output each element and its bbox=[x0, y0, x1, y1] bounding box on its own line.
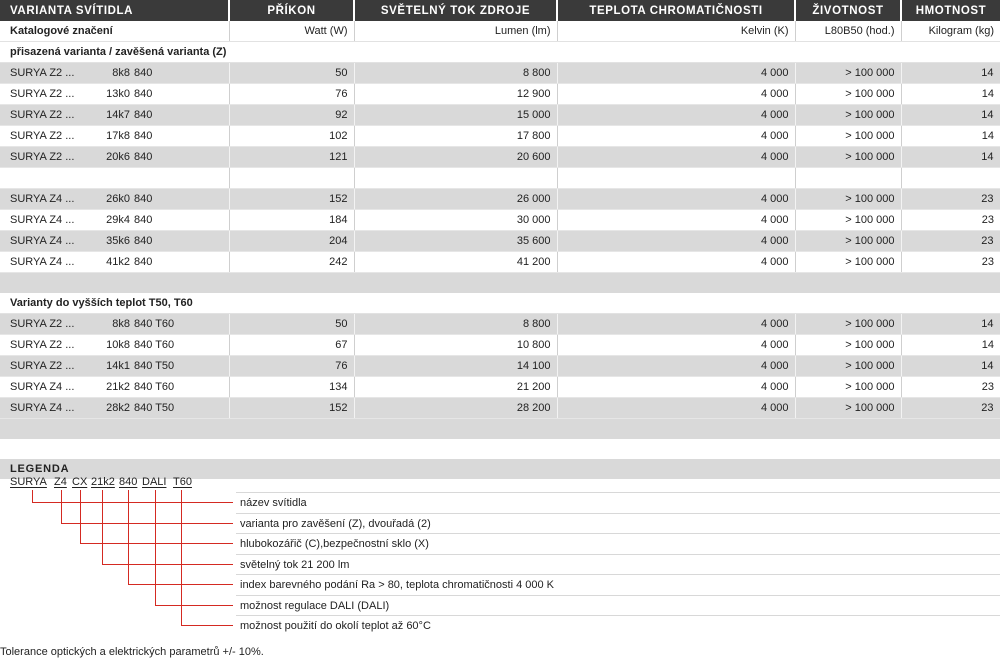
variant-prefix: SURYA Z2 ... bbox=[10, 109, 75, 121]
variant-suffix: 840 T60 bbox=[134, 339, 175, 351]
variant-suffix: 840 bbox=[134, 193, 153, 205]
legend-code: T60 bbox=[173, 476, 192, 488]
power-cell: 92 bbox=[229, 105, 354, 126]
variant-cell bbox=[0, 189, 229, 210]
spacer-row bbox=[0, 168, 1000, 189]
variant-cell bbox=[0, 63, 229, 84]
variant-cell bbox=[0, 398, 229, 419]
variant-suffix: 840 T60 bbox=[134, 318, 175, 330]
life-cell: > 100 000 bbox=[795, 314, 901, 335]
legend-code: 840 bbox=[119, 476, 138, 488]
header-row bbox=[0, 0, 1000, 21]
variant-code: 14k7 bbox=[106, 109, 130, 121]
table-row bbox=[0, 63, 1000, 84]
flux-cell: 17 800 bbox=[354, 126, 557, 147]
life-cell: > 100 000 bbox=[795, 189, 901, 210]
cct-cell: 4 000 bbox=[557, 63, 795, 84]
variant-cell bbox=[0, 335, 229, 356]
header-life: ŽIVOTNOST bbox=[795, 0, 901, 21]
flux-cell: 15 000 bbox=[354, 105, 557, 126]
legend-description: varianta pro zavěšení (Z), dvouřadá (2) bbox=[236, 513, 1000, 533]
cct-cell: 4 000 bbox=[557, 147, 795, 168]
variant-code: 35k6 bbox=[106, 235, 130, 247]
legend-connector-vertical bbox=[32, 490, 33, 502]
table-row bbox=[0, 231, 1000, 252]
flux-cell: 20 600 bbox=[354, 147, 557, 168]
power-cell: 204 bbox=[229, 231, 354, 252]
variant-prefix: SURYA Z2 ... bbox=[10, 88, 75, 100]
legend-description: název svítidla bbox=[236, 492, 1000, 512]
variant-cell bbox=[0, 377, 229, 398]
cct-cell: 4 000 bbox=[557, 356, 795, 377]
weight-cell: 14 bbox=[901, 314, 1000, 335]
cct-cell: 4 000 bbox=[557, 126, 795, 147]
weight-cell: 14 bbox=[901, 63, 1000, 84]
legend-description: možnost regulace DALI (DALI) bbox=[236, 595, 1000, 615]
legend-code: CX bbox=[72, 476, 88, 488]
flux-cell: 41 200 bbox=[354, 252, 557, 273]
weight-cell: 23 bbox=[901, 189, 1000, 210]
variant-code: 13k0 bbox=[106, 88, 130, 100]
power-cell: 121 bbox=[229, 147, 354, 168]
life-cell: > 100 000 bbox=[795, 84, 901, 105]
flux-cell: 8 800 bbox=[354, 314, 557, 335]
variant-cell bbox=[0, 126, 229, 147]
variant-prefix: SURYA Z4 ... bbox=[10, 381, 75, 393]
variant-suffix: 840 bbox=[134, 130, 153, 142]
life-cell: > 100 000 bbox=[795, 126, 901, 147]
life-cell: > 100 000 bbox=[795, 252, 901, 273]
spacer-cell bbox=[0, 168, 229, 189]
variant-prefix: SURYA Z4 ... bbox=[10, 256, 75, 268]
power-cell: 134 bbox=[229, 377, 354, 398]
variant-code: 26k0 bbox=[106, 193, 130, 205]
power-cell: 76 bbox=[229, 356, 354, 377]
weight-cell: 14 bbox=[901, 84, 1000, 105]
weight-cell: 23 bbox=[901, 252, 1000, 273]
variant-suffix: 840 bbox=[134, 67, 153, 79]
variant-code: 29k4 bbox=[106, 214, 130, 226]
legend-code: DALI bbox=[142, 476, 167, 488]
tolerance-note: Tolerance optických a elektrických parametrů +/- 10%. bbox=[0, 646, 264, 658]
weight-cell: 14 bbox=[901, 335, 1000, 356]
flux-cell: 21 200 bbox=[354, 377, 557, 398]
legend-code: 21k2 bbox=[91, 476, 115, 488]
variant-code: 10k8 bbox=[106, 339, 130, 351]
legend-connector-horizontal bbox=[102, 564, 233, 565]
power-cell: 76 bbox=[229, 84, 354, 105]
variant-cell bbox=[0, 356, 229, 377]
variant-cell bbox=[0, 105, 229, 126]
section-title: přisazená varianta / zavěšená varianta (Z) bbox=[0, 42, 1000, 63]
spacer-row bbox=[0, 273, 1000, 294]
life-cell: > 100 000 bbox=[795, 63, 901, 84]
legend-diagram bbox=[0, 472, 1000, 637]
variant-prefix: SURYA Z2 ... bbox=[10, 67, 75, 79]
life-cell: > 100 000 bbox=[795, 335, 901, 356]
variant-prefix: SURYA Z2 ... bbox=[10, 151, 75, 163]
variant-prefix: SURYA Z2 ... bbox=[10, 339, 75, 351]
life-cell: > 100 000 bbox=[795, 231, 901, 252]
flux-cell: 8 800 bbox=[354, 63, 557, 84]
legend-code: Z4 bbox=[54, 476, 67, 488]
life-cell: > 100 000 bbox=[795, 105, 901, 126]
variant-cell bbox=[0, 231, 229, 252]
legend-description: možnost použití do okolí teplot až 60°C bbox=[236, 615, 1000, 635]
legend-description: světelný tok 21 200 lm bbox=[236, 554, 1000, 574]
weight-cell: 14 bbox=[901, 105, 1000, 126]
cct-cell: 4 000 bbox=[557, 84, 795, 105]
cct-cell: 4 000 bbox=[557, 105, 795, 126]
variant-code: 8k8 bbox=[112, 67, 130, 79]
legend-connector-horizontal bbox=[32, 502, 233, 503]
spacer-cell bbox=[901, 168, 1000, 189]
variant-cell bbox=[0, 147, 229, 168]
cct-cell: 4 000 bbox=[557, 377, 795, 398]
section-title: Varianty do vyšších teplot T50, T60 bbox=[0, 293, 1000, 314]
cct-cell: 4 000 bbox=[557, 398, 795, 419]
section-row bbox=[0, 293, 1000, 314]
header-variant: VARIANTA SVÍTIDLA bbox=[0, 0, 229, 21]
cct-cell: 4 000 bbox=[557, 210, 795, 231]
life-cell: > 100 000 bbox=[795, 210, 901, 231]
spacer-cell bbox=[0, 419, 1000, 440]
life-cell: > 100 000 bbox=[795, 398, 901, 419]
variant-prefix: SURYA Z4 ... bbox=[10, 402, 75, 414]
spacer-cell bbox=[795, 168, 901, 189]
flux-cell: 12 900 bbox=[354, 84, 557, 105]
power-cell: 102 bbox=[229, 126, 354, 147]
table-row bbox=[0, 356, 1000, 377]
variant-suffix: 840 bbox=[134, 88, 153, 100]
cct-cell: 4 000 bbox=[557, 252, 795, 273]
legend-connector-horizontal bbox=[181, 625, 233, 626]
legend-connector-vertical bbox=[155, 490, 156, 605]
life-cell: > 100 000 bbox=[795, 147, 901, 168]
legend-connector-horizontal bbox=[61, 523, 233, 524]
unit-weight: Kilogram (kg) bbox=[901, 21, 1000, 42]
power-cell: 184 bbox=[229, 210, 354, 231]
section-row bbox=[0, 42, 1000, 63]
variant-code: 28k2 bbox=[106, 402, 130, 414]
legend-description: hlubokozářič (C),bezpečnostní sklo (X) bbox=[236, 533, 1000, 553]
header-cct: TEPLOTA CHROMATIČNOSTI bbox=[557, 0, 795, 21]
variant-code: 8k8 bbox=[112, 318, 130, 330]
table-row bbox=[0, 314, 1000, 335]
variant-prefix: SURYA Z4 ... bbox=[10, 214, 75, 226]
variant-prefix: SURYA Z2 ... bbox=[10, 130, 75, 142]
spacer-row bbox=[0, 439, 1000, 459]
life-cell: > 100 000 bbox=[795, 356, 901, 377]
weight-cell: 23 bbox=[901, 377, 1000, 398]
flux-cell: 28 200 bbox=[354, 398, 557, 419]
variant-code: 21k2 bbox=[106, 381, 130, 393]
weight-cell: 14 bbox=[901, 147, 1000, 168]
variant-code: 14k1 bbox=[106, 360, 130, 372]
table-row bbox=[0, 377, 1000, 398]
variant-suffix: 840 T60 bbox=[134, 381, 175, 393]
variant-prefix: SURYA Z4 ... bbox=[10, 235, 75, 247]
power-cell: 50 bbox=[229, 314, 354, 335]
variant-code: 17k8 bbox=[106, 130, 130, 142]
cct-cell: 4 000 bbox=[557, 231, 795, 252]
flux-cell: 30 000 bbox=[354, 210, 557, 231]
flux-cell: 10 800 bbox=[354, 335, 557, 356]
variant-code: 41k2 bbox=[106, 256, 130, 268]
header-weight: HMOTNOST bbox=[901, 0, 1000, 21]
table-row bbox=[0, 105, 1000, 126]
power-cell: 152 bbox=[229, 398, 354, 419]
flux-cell: 35 600 bbox=[354, 231, 557, 252]
variant-suffix: 840 T50 bbox=[134, 360, 175, 372]
variant-suffix: 840 bbox=[134, 151, 153, 163]
legend-code: SURYA bbox=[10, 476, 47, 488]
spacer-cell bbox=[0, 273, 1000, 294]
weight-cell: 14 bbox=[901, 126, 1000, 147]
table-row bbox=[0, 147, 1000, 168]
legend-title: LEGENDA bbox=[0, 459, 1000, 479]
spacer-cell bbox=[0, 439, 1000, 459]
table-row bbox=[0, 189, 1000, 210]
legend-connector-vertical bbox=[181, 490, 182, 625]
unit-flux: Lumen (lm) bbox=[354, 21, 557, 42]
legend-description: index barevného podání Ra > 80, teplota chromatičnosti 4 000 K bbox=[236, 574, 1000, 594]
variant-suffix: 840 bbox=[134, 109, 153, 121]
power-cell: 67 bbox=[229, 335, 354, 356]
table-row bbox=[0, 210, 1000, 231]
cct-cell: 4 000 bbox=[557, 314, 795, 335]
spacer-cell bbox=[557, 168, 795, 189]
variant-code: 20k6 bbox=[106, 151, 130, 163]
units-row bbox=[0, 21, 1000, 42]
unit-life: L80B50 (hod.) bbox=[795, 21, 901, 42]
unit-power: Watt (W) bbox=[229, 21, 354, 42]
legend-connector-vertical bbox=[128, 490, 129, 584]
table-row bbox=[0, 335, 1000, 356]
variant-suffix: 840 T50 bbox=[134, 402, 175, 414]
power-cell: 152 bbox=[229, 189, 354, 210]
header-power: PŘÍKON bbox=[229, 0, 354, 21]
header-flux: SVĚTELNÝ TOK ZDROJE bbox=[354, 0, 557, 21]
unit-variant: Katalogové značení bbox=[0, 21, 229, 42]
table-row bbox=[0, 398, 1000, 419]
legend-connector-vertical bbox=[102, 490, 103, 564]
variant-suffix: 840 bbox=[134, 214, 153, 226]
weight-cell: 23 bbox=[901, 210, 1000, 231]
power-cell: 242 bbox=[229, 252, 354, 273]
life-cell: > 100 000 bbox=[795, 377, 901, 398]
spacer-cell bbox=[229, 168, 354, 189]
power-cell: 50 bbox=[229, 63, 354, 84]
variant-cell bbox=[0, 252, 229, 273]
flux-cell: 14 100 bbox=[354, 356, 557, 377]
legend-connector-horizontal bbox=[155, 605, 233, 606]
table-row bbox=[0, 84, 1000, 105]
weight-cell: 23 bbox=[901, 231, 1000, 252]
cct-cell: 4 000 bbox=[557, 335, 795, 356]
variant-prefix: SURYA Z2 ... bbox=[10, 318, 75, 330]
spacer-row bbox=[0, 419, 1000, 440]
variant-suffix: 840 bbox=[134, 256, 153, 268]
variant-cell bbox=[0, 84, 229, 105]
flux-cell: 26 000 bbox=[354, 189, 557, 210]
weight-cell: 14 bbox=[901, 356, 1000, 377]
weight-cell: 23 bbox=[901, 398, 1000, 419]
variant-prefix: SURYA Z2 ... bbox=[10, 360, 75, 372]
variant-suffix: 840 bbox=[134, 235, 153, 247]
cct-cell: 4 000 bbox=[557, 189, 795, 210]
variant-prefix: SURYA Z4 ... bbox=[10, 193, 75, 205]
unit-cct: Kelvin (K) bbox=[557, 21, 795, 42]
legend-connector-vertical bbox=[80, 490, 81, 543]
spacer-cell bbox=[354, 168, 557, 189]
table-row bbox=[0, 126, 1000, 147]
variant-cell bbox=[0, 314, 229, 335]
variant-cell bbox=[0, 210, 229, 231]
table-row bbox=[0, 252, 1000, 273]
legend-connector-vertical bbox=[61, 490, 62, 523]
